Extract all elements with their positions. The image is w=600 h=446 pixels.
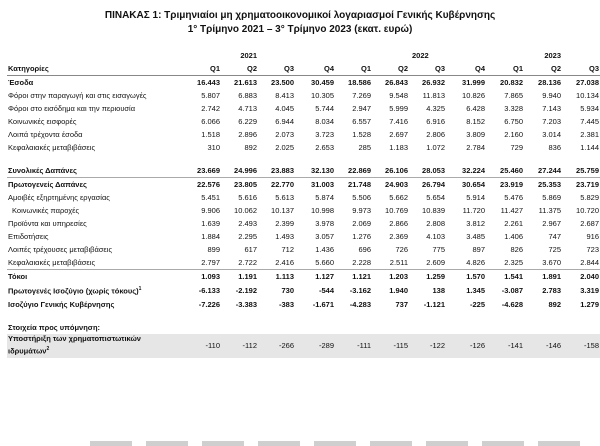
table-cell: 32.224: [462, 166, 485, 175]
table-cell: 23.805: [222, 178, 259, 192]
table-cell: 1.183: [389, 143, 408, 152]
table-cell: 2.369: [389, 232, 408, 241]
table-cell: 10.720: [576, 206, 599, 215]
table-cell: 737: [395, 299, 408, 309]
table-cell: 3.057: [315, 232, 334, 241]
table-cell: -112: [222, 334, 259, 358]
table-cell: 2.416: [275, 258, 294, 267]
table-cell: 3.014: [542, 130, 561, 139]
table-cell: 723: [586, 245, 599, 254]
table-cell: 3.328: [504, 104, 523, 113]
quarter-header: Q3: [563, 61, 600, 76]
table-cell: 2.697: [389, 130, 408, 139]
table-cell: 2.653: [315, 143, 334, 152]
table-cell: -158: [563, 334, 600, 358]
table-cell: 10.839: [422, 206, 445, 215]
table-cell: 892: [244, 143, 257, 152]
table-cell: 725: [548, 245, 561, 254]
table-cell: 9.940: [542, 91, 561, 100]
table-cell: 2.325: [504, 258, 523, 267]
table-row: [7, 191, 600, 204]
table-cell: 10.998: [311, 206, 334, 215]
table-cell: 5.451: [201, 193, 220, 202]
table-cell: 5.934: [580, 104, 599, 113]
quarter-header: Q2: [525, 61, 563, 76]
table-cell: 1.276: [352, 232, 371, 241]
table-cell: 2.844: [580, 258, 599, 267]
year-2021: 2021: [240, 51, 257, 60]
table-cell: -1.671: [312, 299, 334, 309]
table-cell: 712: [281, 245, 294, 254]
table-subtitle: 1° Τρίμηνο 2021 – 3° Τρίμηνο 2023 (εκατ. ευρώ): [187, 24, 413, 35]
table-cell: -141: [487, 334, 525, 358]
table-cell: 747: [548, 232, 561, 241]
spacer-row: [7, 154, 600, 164]
table-cell: 3.812: [466, 219, 485, 228]
quarter-header: Q2: [222, 61, 259, 76]
quarter-header: Q4: [447, 61, 487, 76]
table-cell: 26.932: [422, 78, 445, 87]
row-label: Τόκοι: [7, 270, 185, 284]
table-cell: 1.528: [352, 130, 371, 139]
table-cell: -4.283: [349, 299, 371, 309]
table-cell: 26.106: [385, 166, 408, 175]
table-cell: 2.160: [504, 130, 523, 139]
table-cell: 1.570: [447, 270, 487, 284]
table-cell: 2.742: [201, 104, 220, 113]
table-cell: -110: [185, 334, 222, 358]
table-cell: 2.261: [504, 219, 523, 228]
table-row: [7, 115, 600, 128]
table-cell: 2.896: [238, 130, 257, 139]
table-cell: 30.654: [447, 178, 487, 192]
table-cell: 2.784: [466, 143, 485, 152]
table-cell: 23.883: [271, 166, 294, 175]
table-row: [7, 256, 600, 270]
table-cell: 696: [358, 245, 371, 254]
table-cell: 23.500: [271, 78, 294, 87]
table-cell: 21.748: [336, 178, 373, 192]
table-cell: -3.162: [349, 285, 371, 295]
table-cell: 1.259: [410, 270, 447, 284]
table-cell: 2.808: [426, 219, 445, 228]
table-row: [7, 102, 600, 115]
table-cell: -289: [296, 334, 336, 358]
table-cell: 25.353: [525, 178, 563, 192]
table-cell: 916: [586, 232, 599, 241]
table-cell: 3.723: [315, 130, 334, 139]
table-cell: 5.807: [201, 91, 220, 100]
quarter-header: Q1: [336, 61, 373, 76]
table-row: [7, 243, 600, 256]
memo-heading: Στοιχεία προς υπόμνηση:: [8, 322, 101, 332]
row-label: Κοινωνικές εισφορές: [8, 117, 77, 126]
table-cell: 4.103: [426, 232, 445, 241]
row-label: Υποστήριξη των χρηματοπιστωτικών ιδρυμάτων$^2$: [7, 334, 185, 358]
table-cell: 2.040: [563, 270, 600, 284]
table-cell: 8.152: [466, 117, 485, 126]
table-row: [7, 270, 600, 284]
quarter-header: Q3: [259, 61, 296, 76]
table-cell: 2.806: [426, 130, 445, 139]
table-cell: 2.228: [352, 258, 371, 267]
table-cell: -3.087: [501, 285, 523, 295]
table-cell: 28.136: [538, 78, 561, 87]
table-cell: 2.493: [238, 219, 257, 228]
table-cell: -383: [278, 299, 294, 309]
row-label: Κεφαλαιακές μεταβιβάσεις: [8, 258, 96, 267]
table-cell: 729: [510, 143, 523, 152]
year-2023: 2023: [544, 51, 561, 60]
table-cell: 2.295: [238, 232, 257, 241]
table-cell: 24.996: [234, 166, 257, 175]
table-cell: 9.973: [352, 206, 371, 215]
table-row: [7, 298, 600, 311]
table-cell: 4.713: [238, 104, 257, 113]
table-cell: 5.914: [466, 193, 485, 202]
table-cell: 6.883: [238, 91, 257, 100]
table-cell: 775: [432, 245, 445, 254]
table-cell: 25.460: [500, 166, 523, 175]
table-cell: 22.869: [348, 166, 371, 175]
table-cell: 6.229: [238, 117, 257, 126]
table-cell: 5.613: [275, 193, 294, 202]
table-cell: 2.687: [580, 219, 599, 228]
quarter-header: Q2: [373, 61, 410, 76]
table-cell: 1.639: [201, 219, 220, 228]
table-cell: -1.121: [423, 299, 445, 309]
row-label: Πρωτογενές Ισοζύγιο (χωρίς τόκους)$^1$: [8, 286, 142, 296]
footnote-marker: 2: [46, 346, 50, 353]
table-cell: 23.669: [197, 166, 220, 175]
table-cell: 24.903: [373, 178, 410, 192]
table-cell: 899: [207, 245, 220, 254]
table-cell: 10.305: [311, 91, 334, 100]
table-cell: 1.093: [185, 270, 222, 284]
table-cell: 5.654: [426, 193, 445, 202]
table-cell: 892: [548, 299, 561, 309]
table-cell: 7.445: [580, 117, 599, 126]
table-cell: 5.874: [315, 193, 334, 202]
table-cell: 23.919: [487, 178, 525, 192]
table-cell: 22.770: [259, 178, 296, 192]
table-cell: 21.613: [234, 78, 257, 87]
table-cell: -3.383: [235, 299, 257, 309]
table-cell: 1.121: [336, 270, 373, 284]
table-cell: 7.865: [504, 91, 523, 100]
table-cell: -6.133: [198, 285, 220, 295]
row-label: Προϊόντα και υπηρεσίες: [8, 219, 87, 228]
table-cell: -111: [336, 334, 373, 358]
table-cell: 1.518: [201, 130, 220, 139]
table-cell: 2.783: [542, 285, 561, 295]
table-cell: 5.660: [315, 258, 334, 267]
table-cell: 11.813: [422, 91, 445, 100]
table-cell: 1.203: [373, 270, 410, 284]
quarter-header-row: [7, 61, 600, 76]
table-cell: 5.829: [580, 193, 599, 202]
table-cell: 3.485: [466, 232, 485, 241]
table-cell: 32.130: [311, 166, 334, 175]
categories-header: Κατηγορίες: [7, 61, 185, 76]
table-cell: 138: [432, 285, 445, 295]
table-cell: 8.034: [315, 117, 334, 126]
table-cell: 3.809: [466, 130, 485, 139]
table-cell: 26.794: [410, 178, 447, 192]
table-title: ΠΙΝΑΚΑΣ 1: Τριμηνιαίοι μη χρηματοοικονομικοί λογαριασμοί Γενικής Κυβέρνησης: [104, 10, 496, 21]
table-cell: 18.586: [348, 78, 371, 87]
table-row: [7, 230, 600, 243]
table-cell: 3.670: [542, 258, 561, 267]
row-label: Αμοιβές εξηρτημένης εργασίας: [8, 193, 110, 202]
table-cell: 5.506: [352, 193, 371, 202]
table-cell: 8.413: [275, 91, 294, 100]
table-cell: 5.869: [542, 193, 561, 202]
year-header-row: [7, 50, 600, 61]
table-cell: 2.073: [275, 130, 294, 139]
table-cell: -115: [373, 334, 410, 358]
table-cell: -122: [410, 334, 447, 358]
table-cell: 1.072: [426, 143, 445, 152]
table-cell: -4.628: [501, 299, 523, 309]
table-cell: 31.003: [296, 178, 336, 192]
table-cell: 7.416: [389, 117, 408, 126]
table-cell: 25.759: [576, 166, 599, 175]
table-cell: 2.947: [352, 104, 371, 113]
table-cell: 2.609: [426, 258, 445, 267]
table-cell: 730: [281, 285, 294, 295]
table-cell: 10.062: [234, 206, 257, 215]
row-label: Λοιπές τρέχουσες μεταβιβάσεις: [8, 245, 113, 254]
table-cell: 2.381: [580, 130, 599, 139]
table-cell: 1.191: [222, 270, 259, 284]
table-cell: 26.843: [385, 78, 408, 87]
cropped-footnote-text: [90, 441, 590, 446]
table-cell: -225: [469, 299, 485, 309]
table-row: [7, 164, 600, 178]
table-cell: 5.744: [315, 104, 334, 113]
table-cell: -146: [525, 334, 563, 358]
table-cell: 617: [244, 245, 257, 254]
table-cell: -544: [318, 285, 334, 295]
table-cell: 1.884: [201, 232, 220, 241]
table-cell: 2.025: [275, 143, 294, 152]
table-cell: 4.325: [426, 104, 445, 113]
table-cell: 9.906: [201, 206, 220, 215]
table-row: [7, 204, 600, 217]
table-cell: 7.269: [352, 91, 371, 100]
table-cell: 1.940: [389, 285, 408, 295]
row-label: Ισοζύγιο Γενικής Κυβέρνησης: [8, 299, 115, 309]
row-label: Κοινωνικές παροχές: [12, 206, 80, 215]
table-cell: 3.319: [580, 285, 599, 295]
table-cell: 5.616: [238, 193, 257, 202]
table-cell: 20.832: [500, 78, 523, 87]
fiscal-accounts-table: [7, 50, 600, 358]
footnote-marker: 1: [138, 286, 142, 292]
table-cell: 5.999: [389, 104, 408, 113]
spacer-row: [7, 311, 600, 321]
table-cell: 6.066: [201, 117, 220, 126]
table-cell: 10.826: [462, 91, 485, 100]
year-2022: 2022: [412, 51, 429, 60]
table-row: [7, 334, 600, 358]
table-cell: 2.511: [389, 258, 408, 267]
row-label: Επιδοτήσεις: [8, 232, 49, 241]
table-cell: 1.541: [487, 270, 525, 284]
row-label: Πρωτογενείς Δαπάνες: [7, 178, 185, 192]
table-cell: 2.399: [275, 219, 294, 228]
quarter-header: Q4: [296, 61, 336, 76]
table-cell: 2.722: [238, 258, 257, 267]
table-cell: 826: [510, 245, 523, 254]
table-cell: 285: [358, 143, 371, 152]
table-cell: 1.113: [259, 270, 296, 284]
table-row: [7, 141, 600, 154]
table-cell: 4.826: [466, 258, 485, 267]
table-cell: 6.750: [504, 117, 523, 126]
table-cell: -126: [447, 334, 487, 358]
table-cell: 6.428: [466, 104, 485, 113]
table-cell: 7.143: [542, 104, 561, 113]
table-row: [7, 178, 600, 192]
table-row: [7, 128, 600, 141]
table-cell: 2.866: [389, 219, 408, 228]
table-cell: 1.891: [525, 270, 563, 284]
table-cell: 22.576: [185, 178, 222, 192]
table-cell: 27.038: [576, 78, 599, 87]
table-cell: 1.436: [315, 245, 334, 254]
table-cell: -266: [259, 334, 296, 358]
row-label: Φόροι στο εισόδημα και την περιουσία: [8, 104, 136, 113]
table-cell: 10.134: [576, 91, 599, 100]
table-cell: 6.557: [352, 117, 371, 126]
table-cell: 1.345: [466, 285, 485, 295]
table-cell: 2.967: [542, 219, 561, 228]
table-cell: 4.045: [275, 104, 294, 113]
table-cell: 11.427: [500, 206, 523, 215]
table-row: [7, 76, 600, 90]
table-cell: 10.137: [271, 206, 294, 215]
row-label: Φόροι στην παραγωγή και στις εισαγωγές: [8, 91, 147, 100]
table-row: [7, 283, 600, 298]
table-cell: -7.226: [198, 299, 220, 309]
row-label: Συνολικές Δαπάνες: [8, 166, 77, 175]
row-label: Έσοδα: [8, 78, 34, 87]
table-cell: 28.053: [422, 166, 445, 175]
table-cell: 1.493: [275, 232, 294, 241]
table-row: [7, 217, 600, 230]
table-cell: 5.476: [504, 193, 523, 202]
table-cell: 726: [395, 245, 408, 254]
row-label: Κεφαλαιακές μεταβιβάσεις: [8, 143, 96, 152]
quarter-header: Q3: [410, 61, 447, 76]
table-cell: 3.978: [315, 219, 334, 228]
table-row: [7, 89, 600, 102]
table-cell: -2.192: [235, 285, 257, 295]
table-cell: 2.797: [201, 258, 220, 267]
table-cell: 6.944: [275, 117, 294, 126]
table-cell: 31.999: [462, 78, 485, 87]
table-cell: 6.916: [426, 117, 445, 126]
table-cell: 897: [472, 245, 485, 254]
table-cell: 11.720: [462, 206, 485, 215]
table-cell: 10.769: [385, 206, 408, 215]
table-cell: 9.548: [389, 91, 408, 100]
table-cell: 1.406: [504, 232, 523, 241]
table-cell: 7.203: [542, 117, 561, 126]
table-cell: 23.719: [563, 178, 600, 192]
table-cell: 5.662: [389, 193, 408, 202]
table-cell: 11.375: [538, 206, 561, 215]
row-label: Λοιπά τρέχοντα έσοδα: [8, 130, 83, 139]
table-cell: 1.144: [580, 143, 599, 152]
table-cell: 1.279: [580, 299, 599, 309]
table-cell: 1.127: [296, 270, 336, 284]
table-cell: 27.244: [538, 166, 561, 175]
table-cell: 2.069: [352, 219, 371, 228]
table-cell: 30.459: [311, 78, 334, 87]
table-cell: 310: [207, 143, 220, 152]
table-cell: 836: [548, 143, 561, 152]
table-cell: 16.443: [197, 78, 220, 87]
quarter-header: Q1: [487, 61, 525, 76]
memo-heading-row: [7, 321, 600, 334]
quarter-header: Q1: [185, 61, 222, 76]
